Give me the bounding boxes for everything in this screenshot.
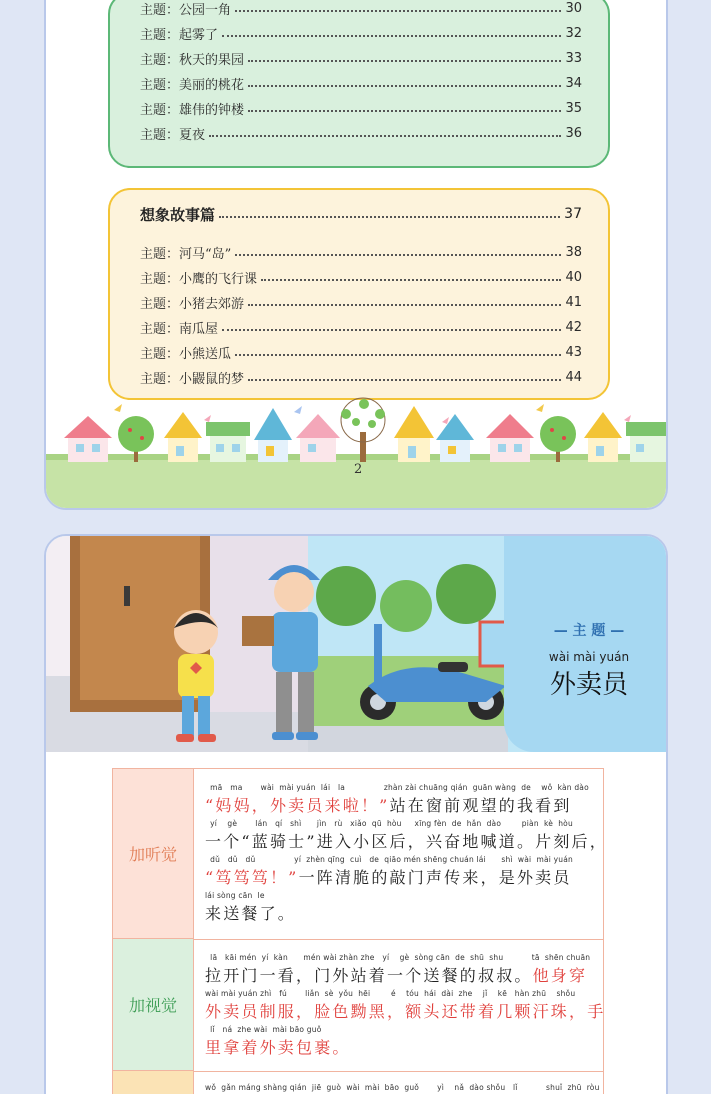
highlight-text: 他身穿 [532, 966, 588, 985]
tree-icon [341, 398, 385, 462]
text-line [205, 1025, 605, 1055]
text-line [205, 953, 605, 983]
bird-icon [294, 406, 302, 414]
toc-entry-page: 41 [565, 294, 582, 310]
lesson-page [44, 534, 668, 1094]
toc-entry-title: 主题：起雾了 [140, 27, 219, 43]
house-icon [436, 414, 474, 462]
leader-dots [261, 279, 561, 281]
toc-entry-title: 主题：公园一角 [140, 2, 232, 18]
divider [193, 1071, 603, 1072]
toc-entry-page: 36 [565, 125, 582, 141]
theme-label: — 主 题 — [553, 623, 625, 639]
toc-entry[interactable] [140, 0, 582, 18]
toc-entry-title: 主题：美丽的桃花 [140, 77, 245, 93]
toc-page [44, 0, 668, 510]
toc-heading-page: 37 [564, 206, 582, 222]
house-icon [164, 412, 202, 462]
pinyin-line: wǒ gǎn máng shàng qián jiē guò wài mài bāo guǒ yì nǎ dào shǒu lǐ shuǐ zhū ròu [205, 1083, 600, 1092]
toc-entry-title: 主题：南瓜屋 [140, 321, 219, 337]
toc-entry-page: 38 [565, 244, 582, 260]
theme-pinyin: wài mài yuán [548, 650, 630, 664]
toc-entry[interactable] [140, 342, 582, 362]
plain-text: 拉开门一看，门外站着一个送餐的叔叔。 [205, 966, 533, 985]
leader-dots [248, 304, 561, 306]
highlight-text: “笃笃笃！” [205, 868, 299, 887]
leader-dots [235, 254, 561, 256]
house-icon [254, 408, 292, 462]
toc-entry[interactable] [140, 317, 582, 337]
pinyin-line: yí gè lán qí shì jìn rù xiǎo qū hòu xīng fèn de hǎn dào piàn kè hòu [205, 819, 573, 828]
toc-entry-page: 32 [565, 25, 582, 41]
house-icon [296, 414, 340, 462]
hanzi-line [205, 793, 572, 816]
door-handle-icon [124, 586, 130, 606]
leader-dots [235, 10, 561, 12]
toc-entry-title: 主题：秋天的果园 [140, 52, 245, 68]
highlight-text: 外卖员制服，脸色黝黑，额头还带着几颗汗珠，手 [205, 1002, 606, 1021]
leader-dots [222, 329, 561, 331]
leader-dots [248, 379, 561, 381]
hanzi-line [205, 901, 296, 924]
hanzi-line [205, 1035, 351, 1058]
toc-entry-page: 33 [565, 50, 582, 66]
pinyin-line: lái sòng cān le [205, 891, 265, 900]
bird-icon [204, 415, 211, 422]
bird-icon [114, 404, 122, 412]
hanzi-line [205, 865, 572, 888]
house-icon [486, 414, 534, 462]
divider [193, 769, 194, 1094]
toc-entry-page: 40 [565, 269, 582, 285]
toc-section-scenery [108, 0, 610, 168]
plain-text: 一个“蓝骑士”进入小区后，兴奋地喊道。片刻后， [205, 832, 608, 851]
toc-entry-page: 42 [565, 319, 582, 335]
toc-entry[interactable] [140, 367, 582, 387]
text-line [205, 819, 608, 851]
leader-dots [248, 85, 561, 87]
toc-entry[interactable] [140, 267, 582, 287]
plain-text: 站在窗前观望的我看到 [389, 796, 572, 815]
house-icon [584, 412, 622, 462]
plain-text: 来送餐了。 [205, 904, 297, 923]
package-icon [242, 616, 274, 646]
pinyin-line: lā kāi mén yí kàn mén wài zhàn zhe yí gè sòng cān de shū shu tā shēn chuān [205, 953, 591, 962]
divider [193, 939, 603, 940]
house-icon [206, 422, 250, 462]
theme-panel [504, 534, 668, 752]
hanzi-line [205, 829, 608, 852]
pinyin-line: wài mài yuán zhì fú liǎn sè yǒu hēi é tóu hái dài zhe jǐ kē hàn zhū shǒu [205, 989, 576, 998]
toc-entry-page: 30 [565, 0, 582, 16]
text-line [205, 1083, 605, 1094]
section-label-hearing: 加听觉 [113, 769, 193, 939]
toc-entry-title: 主题：河马“岛” [140, 246, 232, 262]
hanzi-line [205, 999, 605, 1022]
bird-icon [442, 417, 449, 424]
toc-section-heading[interactable] [140, 204, 582, 224]
text-line [205, 989, 605, 1019]
leader-dots [209, 135, 561, 137]
village-scenery-illustration [46, 392, 668, 510]
highlight-text: 里拿着外卖包裹。 [205, 1038, 351, 1057]
toc-entry-title: 主题：小鹰的飞行课 [140, 271, 258, 287]
toc-entry-page: 43 [565, 344, 582, 360]
theme-title: 外卖员 [549, 670, 628, 700]
toc-entry-page: 34 [565, 75, 582, 91]
toc-entry-title: 主题：雄伟的钟楼 [140, 102, 245, 118]
hanzi-line [205, 963, 587, 986]
leader-dots [222, 35, 561, 37]
toc-entry-page: 35 [565, 100, 582, 116]
leader-dots [248, 110, 561, 112]
toc-entry-title: 主题：小熊送瓜 [140, 346, 232, 362]
toc-entry-title: 主题：夏夜 [140, 127, 206, 143]
section-label-next [113, 1071, 193, 1094]
pinyin-line: dǔ dǔ dǔ yí zhèn qīng cuì de qiāo mén shēng chuán lái shì wài mài yuán [205, 855, 573, 864]
pinyin-line: mā ma wài mài yuán lái la zhàn zài chuāng qián guān wàng de wǒ kàn dào [205, 783, 589, 792]
toc-entry[interactable] [140, 48, 582, 68]
toc-entry-title: 主题：小鼹鼠的梦 [140, 371, 245, 387]
toc-heading-title: 想象故事篇 [140, 205, 216, 224]
text-line [205, 891, 605, 921]
text-line [205, 783, 605, 813]
highlight-text: “妈妈，外卖员来啦！” [205, 796, 390, 815]
toc-entry[interactable] [140, 23, 582, 43]
toc-entry-title: 主题：小猪去郊游 [140, 296, 245, 312]
leader-dots [219, 216, 560, 218]
toc-section-imagination [108, 188, 610, 400]
toc-entry[interactable] [140, 73, 582, 93]
text-line [205, 855, 605, 885]
toc-entry[interactable] [140, 98, 582, 118]
leader-dots [235, 354, 561, 356]
reading-table [112, 768, 608, 1094]
bird-icon [536, 404, 544, 412]
bird-icon [624, 415, 631, 422]
page-number: 2 [354, 462, 363, 477]
toc-entry-page: 44 [565, 369, 582, 385]
section-label-sight: 加视觉 [113, 939, 193, 1071]
house-icon [394, 406, 434, 462]
plain-text: 一阵清脆的敲门声传来，是外卖员 [298, 868, 572, 887]
leader-dots [248, 60, 561, 62]
toc-entry[interactable] [140, 292, 582, 312]
house-icon [626, 422, 668, 462]
pinyin-line: lǐ ná zhe wài mài bāo guǒ [205, 1025, 322, 1034]
house-icon [64, 416, 112, 462]
toc-entry[interactable] [140, 123, 582, 143]
toc-entry[interactable] [140, 242, 582, 262]
